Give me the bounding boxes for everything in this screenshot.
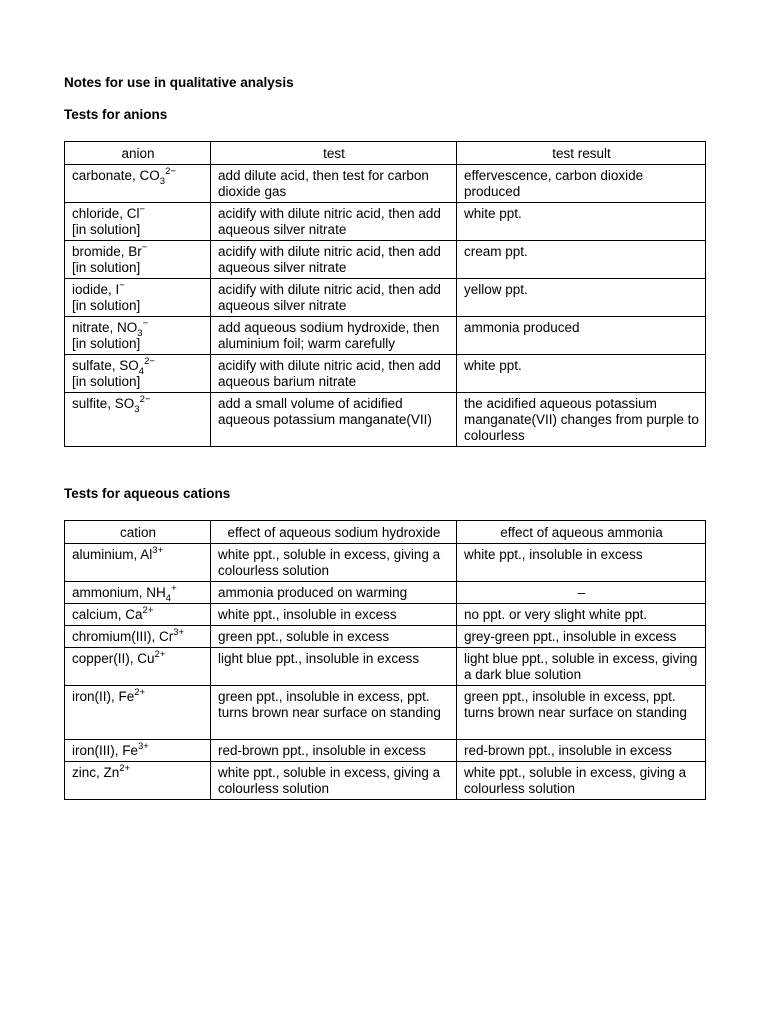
page-title: Notes for use in qualitative analysis [64,75,294,90]
table-row [65,604,706,626]
table-row [65,740,706,762]
ammonia-effect-cell: green ppt., insoluble in excess, ppt. turns brown near surface on standing [457,686,706,740]
table-header-row [65,142,706,165]
table-row [65,686,706,740]
naoh-effect-cell: white ppt., soluble in excess, giving a colourless solution [211,544,457,582]
test-cell: acidify with dilute nitric acid, then add aqueous barium nitrate [211,355,457,393]
naoh-effect-cell: green ppt., soluble in excess [211,626,457,648]
test-cell: add dilute acid, then test for carbon dioxide gas [211,165,457,203]
test-cell: add aqueous sodium hydroxide, then aluminium foil; warm carefully [211,317,457,355]
table-row [65,279,706,317]
anion-cell: iodide, I− [in solution] [65,279,211,317]
ammonia-effect-cell: white ppt., soluble in excess, giving a colourless solution [457,762,706,800]
naoh-effect-cell: red-brown ppt., insoluble in excess [211,740,457,762]
column-header: effect of aqueous sodium hydroxide [211,521,457,544]
table-header-row [65,521,706,544]
ammonia-effect-cell: no ppt. or very slight white ppt. [457,604,706,626]
anion-cell: carbonate, $CO_3^{2-}$ [65,165,211,203]
column-header: anion [65,142,211,165]
table-row [65,626,706,648]
anions-table [64,141,706,447]
result-cell: effervescence, carbon dioxide produced [457,165,706,203]
result-cell: yellow ppt. [457,279,706,317]
table-row [65,393,706,447]
table-row [65,241,706,279]
table-row [65,544,706,582]
result-cell: ammonia produced [457,317,706,355]
naoh-effect-cell: light blue ppt., insoluble in excess [211,648,457,686]
table-row [65,762,706,800]
naoh-effect-cell: white ppt., soluble in excess, giving a colourless solution [211,762,457,800]
ammonia-effect-cell: light blue ppt., soluble in excess, giving a dark blue solution [457,648,706,686]
cation-cell: aluminium, $Al^{3+}$ [65,544,211,582]
anion-cell: sulfite, $SO_3^{2-}$ [65,393,211,447]
cation-cell: copper(II), $Cu^{2+}$ [65,648,211,686]
cation-cell: iron(III), $Fe^{3+}$ [65,740,211,762]
anion-cell: chloride, Cl− [in solution] [65,203,211,241]
result-cell: white ppt. [457,355,706,393]
naoh-effect-cell: green ppt., insoluble in excess, ppt. turns brown near surface on standing [211,686,457,740]
column-header: test [211,142,457,165]
naoh-effect-cell: white ppt., insoluble in excess [211,604,457,626]
result-cell: cream ppt. [457,241,706,279]
column-header: effect of aqueous ammonia [457,521,706,544]
cation-cell: calcium, $Ca^{2+}$ [65,604,211,626]
test-cell: add a small volume of acidified aqueous potassium manganate(VII) [211,393,457,447]
test-cell: acidify with dilute nitric acid, then add aqueous silver nitrate [211,241,457,279]
test-cell: acidify with dilute nitric acid, then add aqueous silver nitrate [211,203,457,241]
cations-table [64,520,706,800]
ammonia-effect-cell: – [457,582,706,604]
test-cell: acidify with dilute nitric acid, then add aqueous silver nitrate [211,279,457,317]
table-row [65,317,706,355]
ammonia-effect-cell: white ppt., insoluble in excess [457,544,706,582]
table-row [65,648,706,686]
cations-heading: Tests for aqueous cations [64,486,231,501]
column-header: test result [457,142,706,165]
ammonia-effect-cell: red-brown ppt., insoluble in excess [457,740,706,762]
table-row [65,355,706,393]
cation-cell: iron(II), $Fe^{2+}$ [65,686,211,740]
table-row [65,203,706,241]
table-row [65,165,706,203]
column-header: cation [65,521,211,544]
naoh-effect-cell: ammonia produced on warming [211,582,457,604]
anion-cell: bromide, Br− [in solution] [65,241,211,279]
cation-cell: zinc, $Zn^{2+}$ [65,762,211,800]
anions-heading: Tests for anions [64,107,168,122]
cation-cell: chromium(III), $Cr^{3+}$ [65,626,211,648]
anion-cell: nitrate, $NO_3^-$ [in solution] [65,317,211,355]
result-cell: white ppt. [457,203,706,241]
result-cell: the acidified aqueous potassium manganate(VII) changes from purple to colourless [457,393,706,447]
ammonia-effect-cell: grey-green ppt., insoluble in excess [457,626,706,648]
anion-cell: sulfate, $SO_4^{2-}$ [in solution] [65,355,211,393]
table-row [65,582,706,604]
cation-cell: ammonium, $NH_4^+$ [65,582,211,604]
